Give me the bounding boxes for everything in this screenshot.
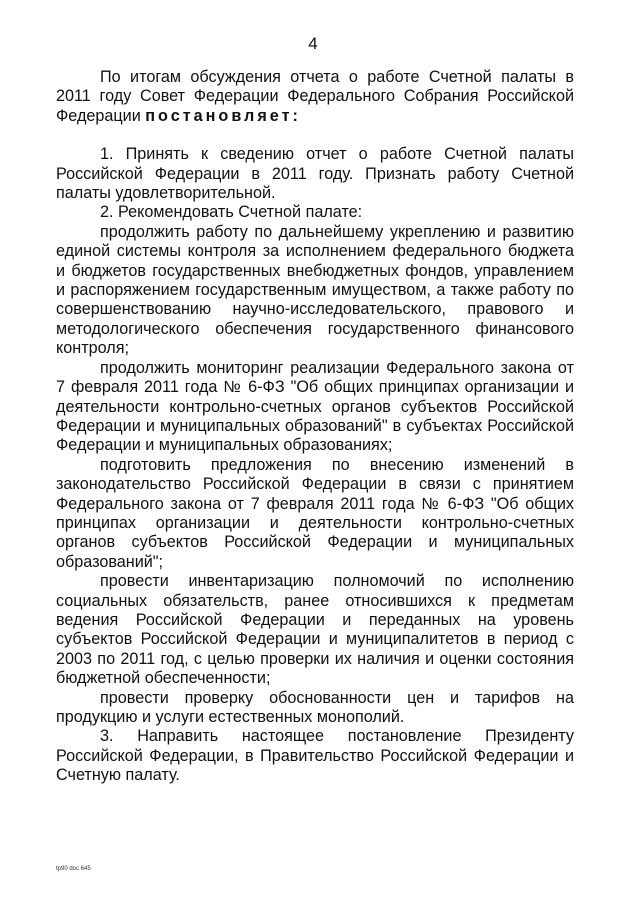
- recommendation-control-system: продолжить работу по дальнейшему укреплению и развитию единой системы контроля за исполнением федерального бюджета и бюджетов государственных внебюджетных фондов, управлением и распоряжением государственным имуществом, а также работу по совершенствованию научно-исследовательского, правового и методологического обеспечения государственного финансового контроля;: [56, 222, 574, 358]
- footer-code: tp90 doc 645: [56, 866, 91, 872]
- item-2-recommend: 2. Рекомендовать Счетной палате:: [100, 203, 363, 222]
- intro-text: По итогам обсуждения отчета о работе Счетной палаты в 2011 году Совет Федерации Федерального Собрания Российской Федерации: [56, 68, 574, 125]
- document-body: [56, 68, 574, 786]
- intro-emphasis: постановляет:: [145, 106, 301, 125]
- page-number: 4: [308, 34, 318, 53]
- item-3-send-resolution: 3. Направить настоящее постановление Президенту Российской Федерации, в Правительство Российской Федерации и Счетную палату.: [56, 727, 574, 785]
- recommendation-monitoring: продолжить мониторинг реализации Федерального закона от 7 февраля 2011 года № 6-ФЗ "Об общих принципах организации и деятельности контрольно-счетных органов субъектов Российской Федерации и муниципальных образований" в субъектах Российской Федерации и муниципальных образованиях;: [56, 358, 574, 455]
- item-1-accept-report: 1. Принять к сведению отчет о работе Счетной палаты Российской Федерации в 2011 году. Признать работу Счетной палаты удовлетворительной.: [56, 145, 574, 203]
- recommendation-tariffs: провести проверку обоснованности цен и тарифов на продукцию и услуги естественных монополий.: [56, 688, 574, 726]
- recommendation-inventory: провести инвентаризацию полномочий по исполнению социальных обязательств, ранее относившихся к предметам ведения Российской Федерации и переданных на уровень субъектов Российской Федерации и муниципалитетов в период с 2003 по 2011 год, с целью проверки их наличия и оценки состояния бюджетной обеспеченности;: [56, 572, 574, 688]
- recommendation-legislation: подготовить предложения по внесению изменений в законодательство Российской Федерации в связи с принятием Федерального закона от 7 февраля 2011 года № 6-ФЗ "Об общих принципах организации и деятельности контрольно-счетных органов субъектов Российской Федерации и муниципальных образований";: [56, 455, 574, 571]
- intro-paragraph: [56, 68, 574, 126]
